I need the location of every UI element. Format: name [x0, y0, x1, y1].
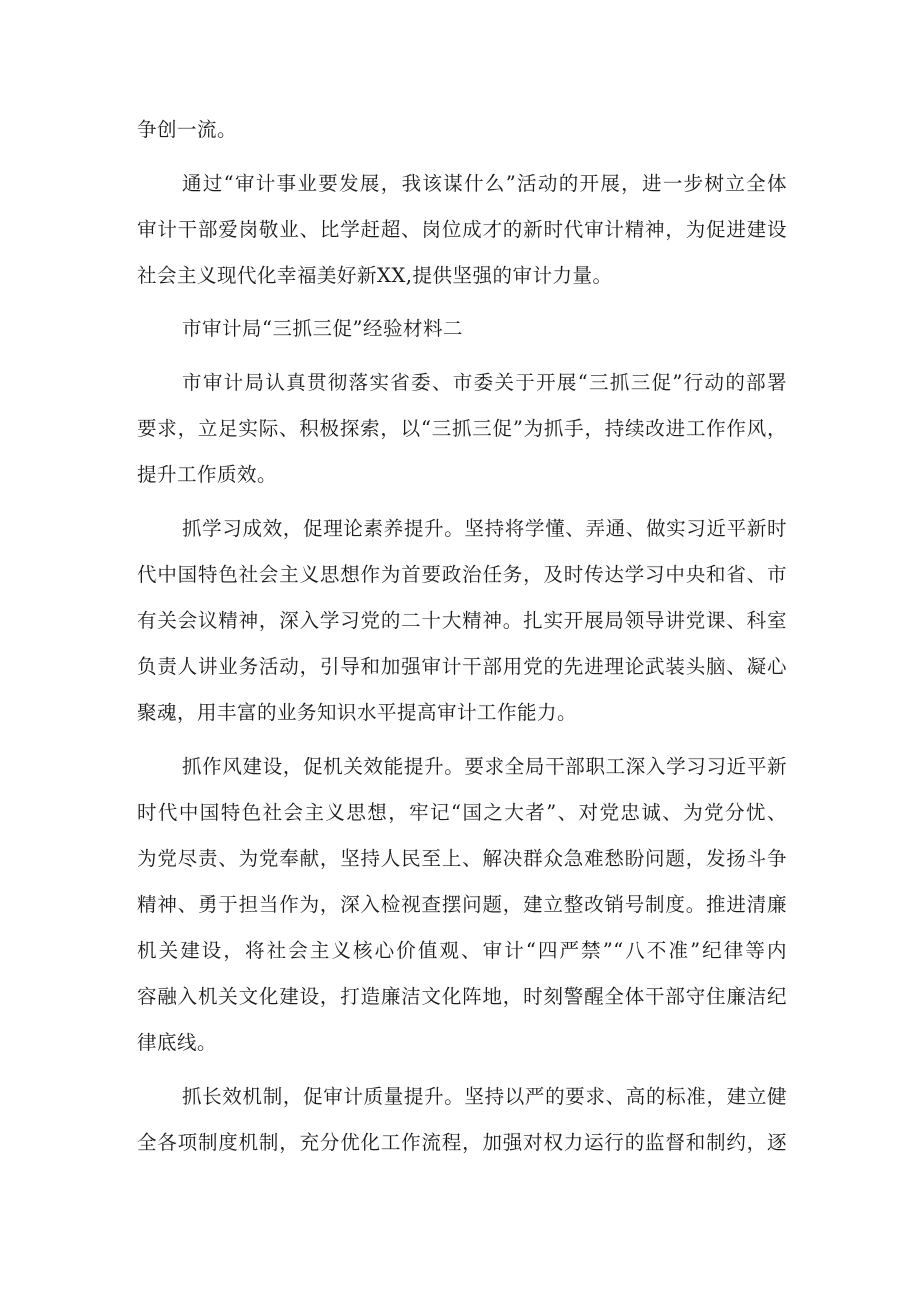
paragraph-line: 提升工作质效。	[137, 463, 278, 486]
paragraph-line: 抓长效机制，促审计质量提升。坚持以严的要求、高的标准，建立健	[182, 1085, 787, 1108]
paragraph-line: 争创一流。	[137, 118, 238, 141]
paragraph-line: 抓作风建设，促机关效能提升。要求全局干部职工深入学习习近平新	[182, 755, 787, 778]
paragraph-line: 机关建设，将社会主义核心价值观、审计“四严禁”“八不准”纪律等内	[137, 939, 787, 962]
paragraph-line: 负责人讲业务活动，引导和加强审计干部用党的先进理论武装头脑、凝心	[137, 655, 787, 678]
paragraph-line: 抓学习成效，促理论素养提升。坚持将学懂、弄通、做实习近平新时	[182, 517, 787, 540]
paragraph-line: 代中国特色社会主义思想作为首要政治任务，及时传达学习中央和省、市	[137, 563, 787, 586]
paragraph-line: 全各项制度机制，充分优化工作流程，加强对权力运行的监督和制约，逐	[137, 1131, 787, 1154]
section-heading: 市审计局“三抓三促”经验材料二	[182, 317, 463, 340]
paragraph-line: 容融入机关文化建设，打造廉洁文化阵地，时刻警醒全体干部守住廉洁纪	[137, 985, 787, 1008]
paragraph-line: 社会主义现代化幸福美好新XX,提供坚强的审计力量。	[137, 264, 613, 287]
paragraph-line: 律底线。	[137, 1031, 218, 1054]
paragraph-line: 时代中国特色社会主义思想，牢记“国之大者”、对党忠诚、为党分忧、	[137, 801, 787, 824]
paragraph-line: 有关会议精神，深入学习党的二十大精神。扎实开展局领导讲党课、科室	[137, 609, 787, 632]
paragraph-line: 精神、勇于担当作为，深入检视查摆问题，建立整改销号制度。推进清廉	[137, 893, 787, 916]
paragraph-line: 聚魂，用丰富的业务知识水平提高审计工作能力。	[137, 701, 578, 724]
paragraph-line: 通过“审计事业要发展，我该谋什么”活动的开展，进一步树立全体	[182, 172, 787, 195]
paragraph-line: 要求，立足实际、积极探索，以“三抓三促”为抓手，持续改进工作作风，	[137, 417, 787, 440]
paragraph-line: 为党尽责、为党奉献，坚持人民至上、解决群众急难愁盼问题，发扬斗争	[137, 847, 787, 870]
paragraph-line: 市审计局认真贯彻落实省委、市委关于开展“三抓三促”行动的部署	[182, 371, 787, 394]
paragraph-line: 审计干部爱岗敬业、比学赶超、岗位成才的新时代审计精神，为促进建设	[137, 218, 787, 241]
